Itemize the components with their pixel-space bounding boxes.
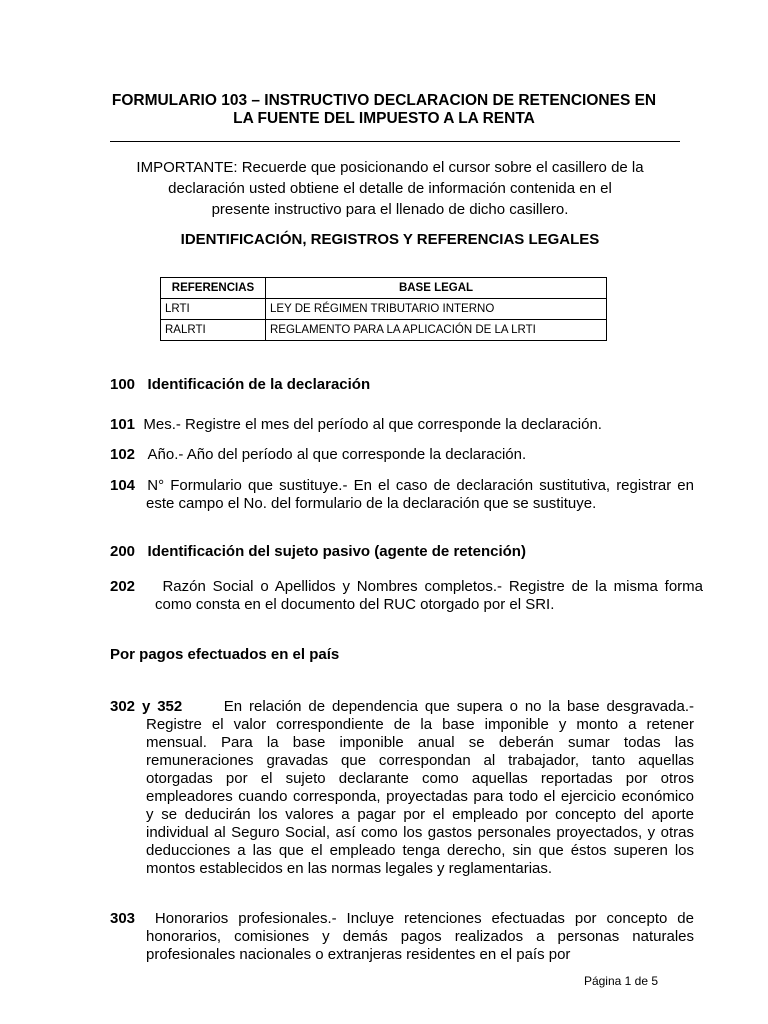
table-header-references: REFERENCIAS [161, 278, 266, 299]
item-text: Razón Social o Apellidos y Nombres completos.- Registre de la misma forma como consta en el documento del RUC otorgado por el SRI. [155, 578, 703, 613]
important-note [110, 157, 670, 220]
item-102 [110, 446, 658, 464]
important-line-2: declaración usted obtiene el detalle de información contenida en el [168, 180, 612, 197]
item-code: 100 [110, 376, 136, 393]
important-line-3: presente instructivo para el llenado de dicho casillero. [211, 201, 569, 218]
table-row [161, 299, 607, 320]
item-text: Honorarios profesionales.- Incluye retenciones efectuadas por concepto de honorarios, comisiones y demás pagos realizados a personas naturales profesionales nacionales o extranjeras residentes en el país por [146, 910, 694, 963]
table-row [161, 320, 607, 341]
item-code: 202 [110, 578, 136, 595]
section-heading: IDENTIFICACIÓN, REGISTROS Y REFERENCIAS LEGALES [180, 231, 600, 248]
item-100 [110, 376, 658, 394]
title-line-1: FORMULARIO 103 – INSTRUCTIVO DECLARACION DE RETENCIONES EN [111, 92, 657, 109]
item-text: En relación de dependencia que supera o no la base desgravada.- Registre el valor correspondiente de la base imponible y monto a retener mensual. Para la base imponible anual se deberán sumar todas las remuneraciones gravadas que correspondan al trabajador, tanto aquellas otorgadas por el sujeto declarante como aquellas reportadas por otros empleadores cuando corresponda, proyectadas para todo el ejercicio económico y se deducirán los valores a pagar por el empleado por concepto del aporte individual al Seguro Social, así como los gastos personales proyectados, y otras deducciones a las que el empleado tenga derecho, sin que éstos superen los montos establecidos en las normas legales y reglamentarias. [146, 698, 694, 877]
item-text: Identificación de la declaración [147, 376, 371, 393]
table-cell-reference: LRTI [161, 299, 266, 320]
item-202 [110, 578, 703, 614]
document-title [100, 92, 668, 128]
table-header-row [161, 278, 607, 299]
table-cell-legal-base: REGLAMENTO PARA LA APLICACIÓN DE LA LRTI [266, 320, 607, 341]
item-200 [110, 543, 658, 561]
table-header-legal-base: BASE LEGAL [266, 278, 607, 299]
item-104 [110, 477, 694, 513]
title-divider [110, 141, 680, 142]
references-table [160, 277, 607, 341]
item-code: 302 y 352 [110, 698, 183, 715]
pagos-heading: Por pagos efectuados en el país [110, 646, 340, 663]
item-code: 102 [110, 446, 136, 463]
item-303 [110, 910, 694, 964]
item-101 [110, 416, 658, 434]
item-text: N° Formulario que sustituye.- En el caso de declaración sustitutiva, registrar en este campo el No. del formulario de la declaración que se sustituye. [146, 477, 694, 512]
item-302 [110, 698, 694, 878]
item-text: Identificación del sujeto pasivo (agente de retención) [147, 543, 526, 560]
item-text: Mes.- Registre el mes del período al que corresponde la declaración. [143, 416, 602, 433]
page-number: Página 1 de 5 [583, 974, 658, 988]
table-cell-legal-base: LEY DE RÉGIMEN TRIBUTARIO INTERNO [266, 299, 607, 320]
important-line-1: IMPORTANTE: Recuerde que posicionando el cursor sobre el casillero de la [136, 159, 644, 176]
item-code: 101 [110, 416, 136, 433]
item-code: 200 [110, 543, 136, 560]
item-code: 104 [110, 477, 136, 494]
title-line-2: LA FUENTE DEL IMPUESTO A LA RENTA [233, 110, 535, 127]
item-text: Año.- Año del período al que corresponde la declaración. [147, 446, 527, 463]
item-code: 303 [110, 910, 136, 927]
table-cell-reference: RALRTI [161, 320, 266, 341]
